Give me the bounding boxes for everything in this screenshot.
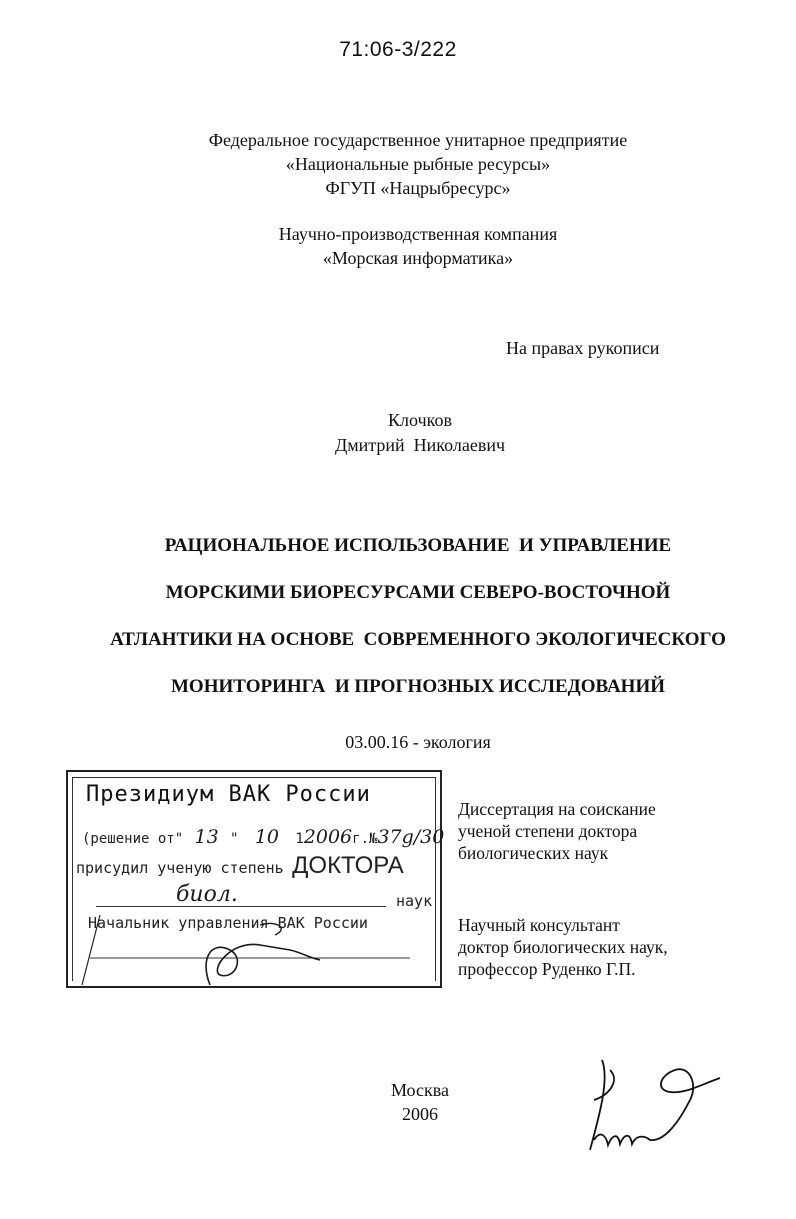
stamp-awarded-line xyxy=(76,852,404,880)
degree-info-line: Диссертация на соискание xyxy=(458,799,656,819)
organization-line: ФГУП «Нацрыбресурс» xyxy=(325,178,511,198)
company-line: Научно-производственная компания xyxy=(278,224,558,244)
title-line: РАЦИОНАЛЬНОЕ ИСПОЛЬЗОВАНИЕ И УПРАВЛЕНИЕ xyxy=(164,535,672,556)
stamp-signature-svg xyxy=(60,900,450,1000)
stamp-title: Президиум ВАК России xyxy=(86,782,371,807)
specialty: 03.00.16 - экология xyxy=(345,732,491,752)
stamp-degree: ДОКТОРА xyxy=(292,852,404,879)
stamp-decision-prefix: (решение от" xyxy=(82,831,184,847)
stamp-signature-stroke xyxy=(260,923,281,935)
title-line: МОРСКИМИ БИОРЕСУРСАМИ СЕВЕРО-ВОСТОЧНОЙ xyxy=(165,582,671,603)
degree-info-line: биологических наук xyxy=(458,843,609,863)
place-year-block xyxy=(360,1078,480,1126)
stamp-decision-day: 13 xyxy=(194,826,219,848)
title-line: АТЛАНТИКИ НА ОСНОВЕ СОВРЕМЕННОГО ЭКОЛОГИЧЕСКОГО xyxy=(110,629,726,650)
stamp-decision-line: (решение от" 13 " 10 12006г.№37g/30 xyxy=(82,826,445,848)
consultant-line: Научный консультант xyxy=(458,915,620,935)
author-signature-icon xyxy=(580,1040,740,1160)
stamp-diagonal-stroke xyxy=(82,915,100,985)
stamp-decision-year-prefix: 1 xyxy=(295,831,304,847)
stamp-awarded-text: присудил ученую степень xyxy=(76,859,284,877)
stamp-field-handwritten: биол. xyxy=(176,882,238,907)
author-given-names: Дмитрий Николаевич xyxy=(334,435,506,455)
stamp-decision-number: 37g/30 xyxy=(377,826,445,848)
consultant-line: профессор Руденко Г.П. xyxy=(458,959,636,979)
dissertation-title xyxy=(0,522,796,710)
organization-line: Федеральное государственное унитарное предприятие xyxy=(208,130,628,150)
consultant-block xyxy=(458,914,668,980)
company-block xyxy=(0,222,796,270)
stamp-head-text: Начальник управления ВАК России xyxy=(88,914,368,932)
year: 2006 xyxy=(402,1104,438,1124)
company-line: «Морская информатика» xyxy=(322,248,514,268)
degree-info-block xyxy=(458,798,656,864)
stamp-number-label: г.№ xyxy=(352,831,378,847)
document-code: 71:06-3/222 xyxy=(339,38,457,61)
stamp-signature-icon xyxy=(206,944,320,985)
author-block xyxy=(0,408,796,458)
organization-line: «Национальные рыбные ресурсы» xyxy=(285,154,551,174)
organization-block xyxy=(0,128,796,200)
stamp-decision-year: 2006 xyxy=(303,826,353,848)
stamp-field-suffix: наук xyxy=(396,892,433,910)
title-line: МОНИТОРИНГА И ПРОГНОЗНЫХ ИССЛЕДОВАНИЙ xyxy=(171,676,665,697)
consultant-line: доктор биологических наук, xyxy=(458,937,668,957)
author-surname: Клочков xyxy=(388,410,452,430)
stamp-decision-month: 10 xyxy=(254,826,279,848)
degree-info-line: ученой степени доктора xyxy=(458,821,638,841)
manuscript-note: На правах рукописи xyxy=(506,338,660,358)
place: Москва xyxy=(391,1080,449,1100)
